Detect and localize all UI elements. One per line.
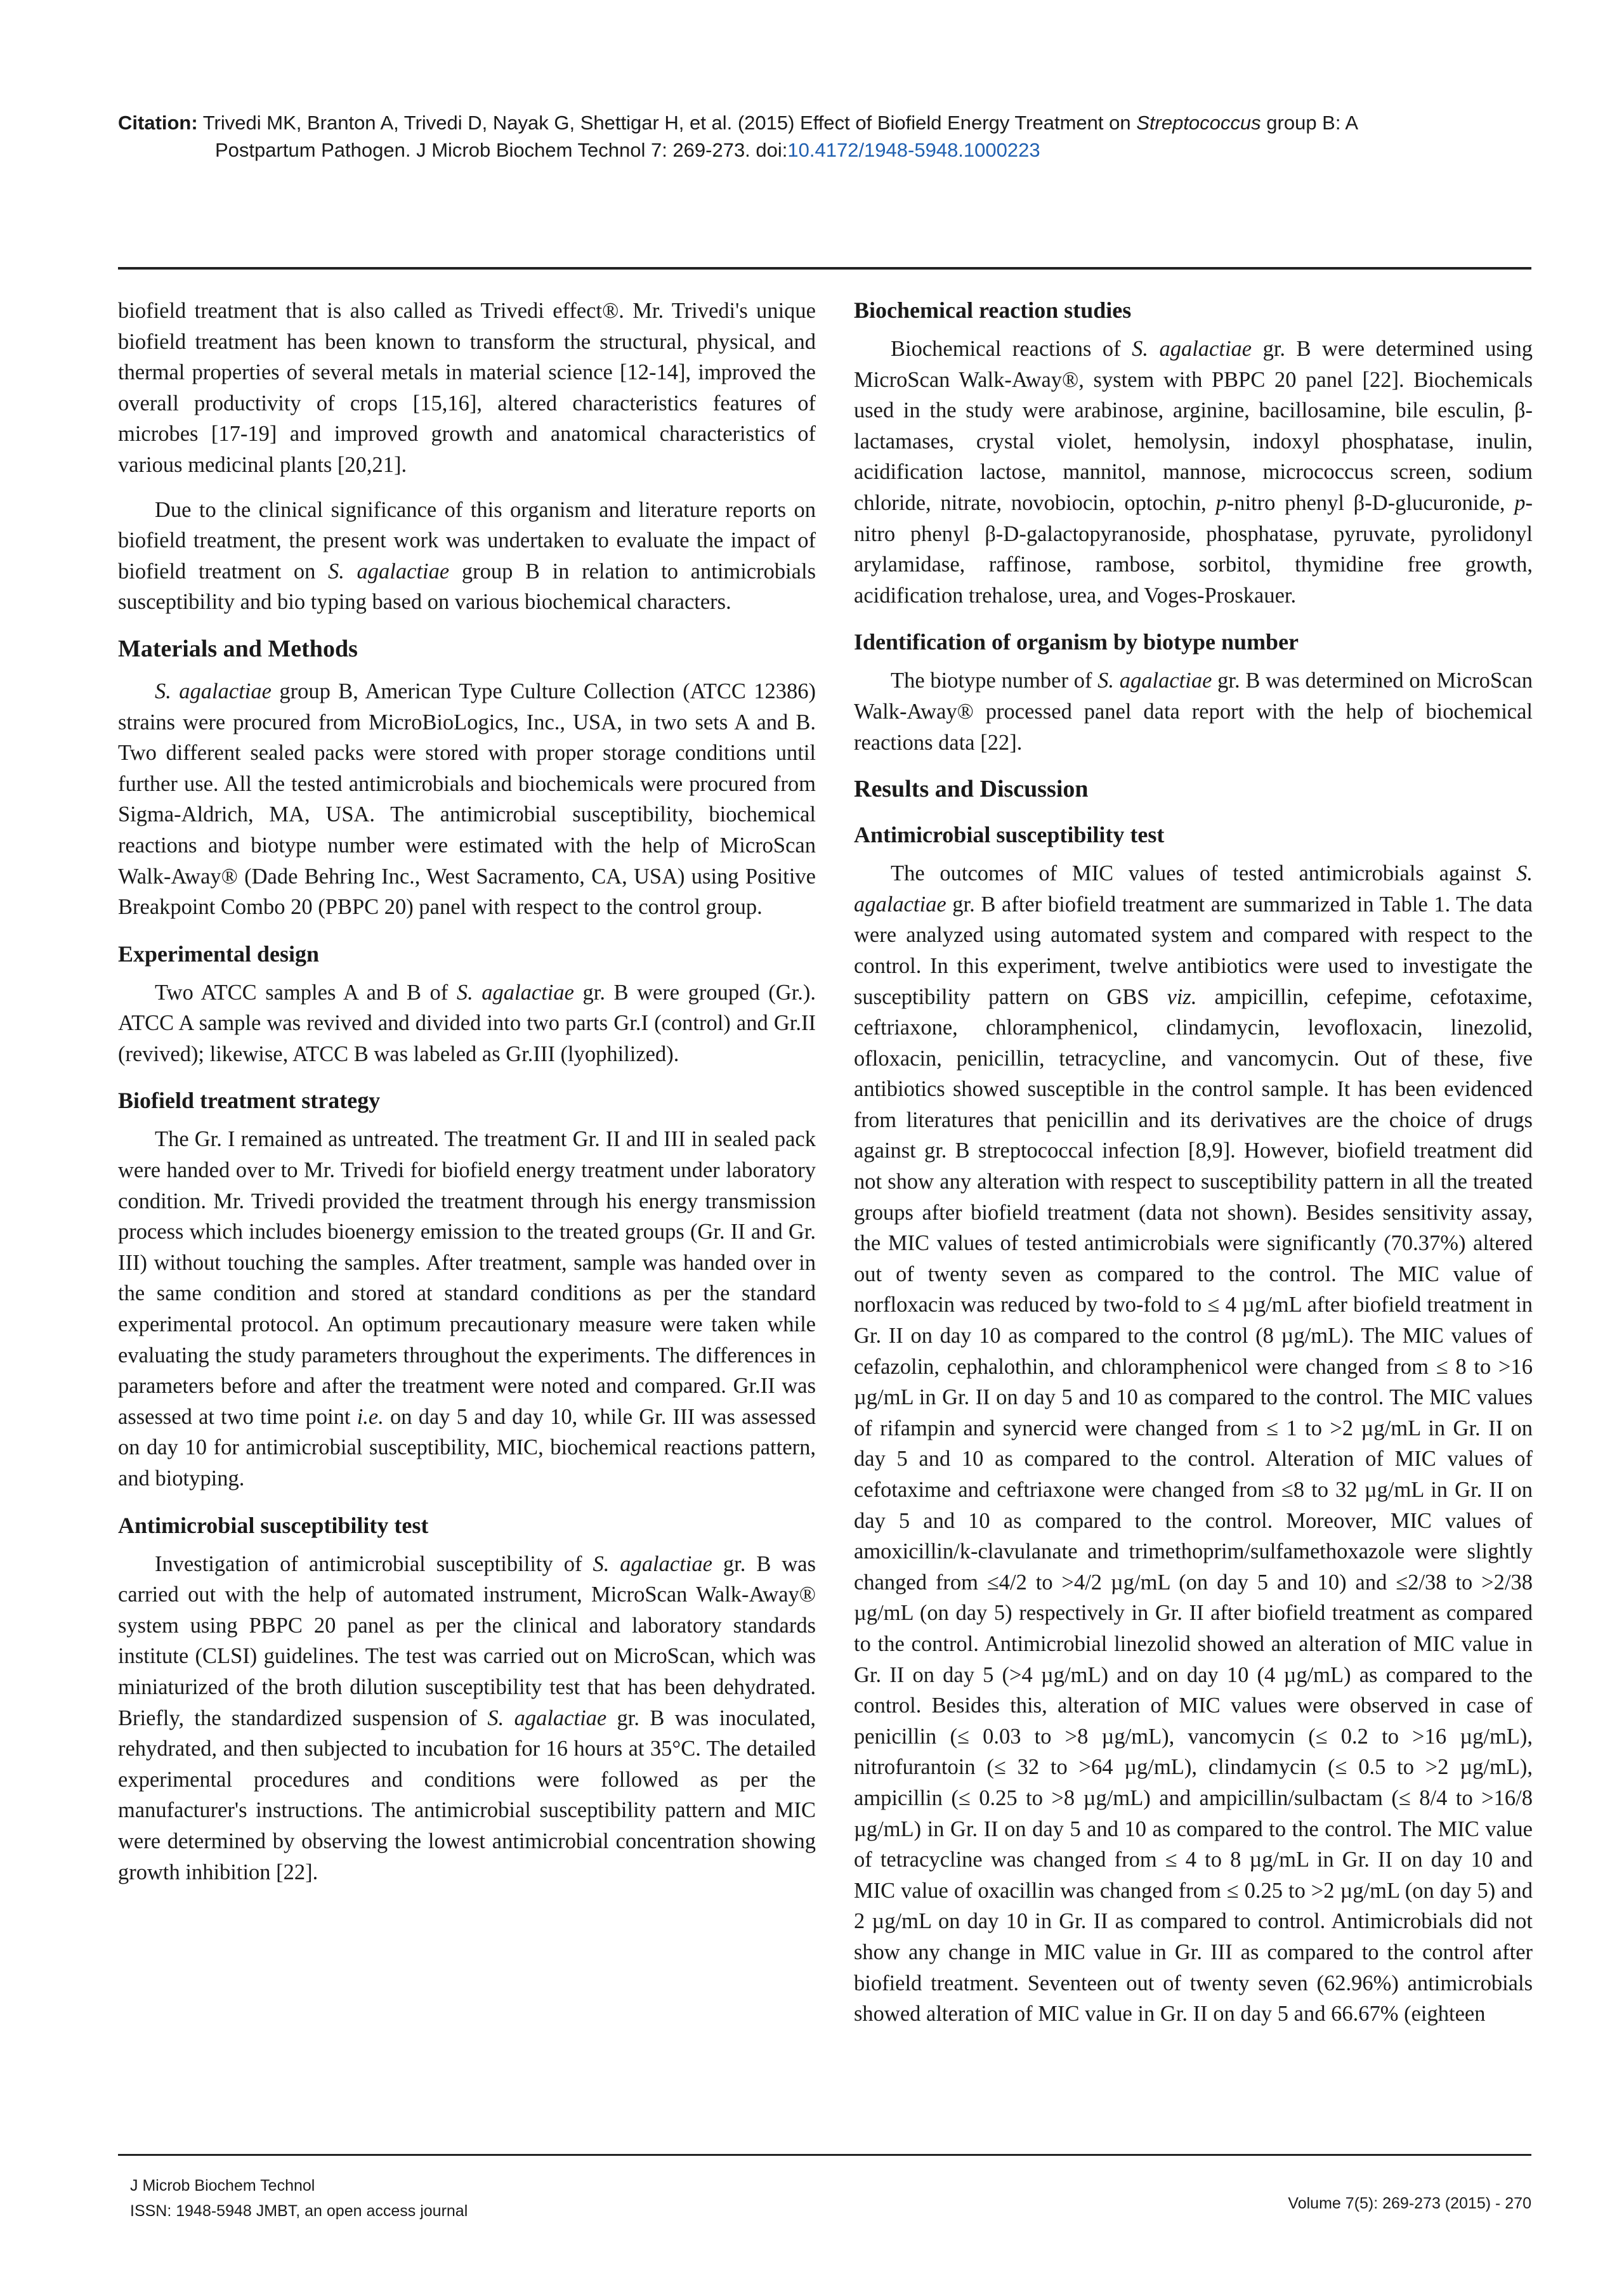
species-name: S. agalactiae <box>1097 669 1212 693</box>
header-divider <box>118 267 1531 270</box>
citation-line2 <box>118 136 1571 164</box>
biotype-text-b: gr. B was determined on MicroScan Walk-Away® processed panel data report with the help of biochemical reactions data [22]. <box>854 669 1533 755</box>
results-paragraph <box>854 858 1533 2030</box>
citation-part2: group B: A <box>1261 112 1359 134</box>
methods-paragraph <box>118 676 816 923</box>
biochem-text-c: -nitro phenyl β-D-glucuronide, <box>1226 490 1515 515</box>
citation-text <box>203 112 1358 134</box>
doi-link[interactable]: 10.4172/1948-5948.1000223 <box>787 139 1040 161</box>
ast-text-b: gr. B was carried out with the help of automated instrument, MicroScan Walk-Away® system using PBPC 20 panel as per the clinical and laboratory standards institute (CLSI) guidelines. The test was carried out on MicroScan, which was miniaturized of the broth dilution susceptibility test that has been dehydrated. Briefly, the standardized suspension of <box>118 1551 816 1730</box>
biochem-paragraph <box>854 334 1533 611</box>
citation-italic: Streptococcus <box>1136 112 1261 134</box>
intro-paragraph: biofield treatment that is also called as Trivedi effect®. Mr. Trivedi's unique biofield treatment has been known to transform the structural, physical, and thermal properties of several metals in material science [12-14], improved the overall productivity of crops [15,16], altered characteristics features of microbes [17-19] and improved growth and anatomical characteristics of various medicinal plants [20,21]. <box>118 299 816 477</box>
footer-volume: Volume 7(5): 269-273 (2015) - 270 <box>1288 2195 1531 2212</box>
subheading-biochem: Biochemical reaction studies <box>854 297 1132 323</box>
citation-label: Citation: <box>118 112 198 134</box>
subheading-strategy: Biofield treatment strategy <box>118 1088 381 1114</box>
strategy-paragraph <box>118 1124 816 1494</box>
design-text-a: Two ATCC samples A and B of <box>155 980 457 1005</box>
footer-issn: ISSN: 1948-5948 JMBT, an open access journal <box>130 2202 468 2220</box>
ast-text-c: gr. B was inoculated, rehydrated, and then subjected to incubation for 16 hours at 35°C. The detailed experimental procedures and conditions were followed as per the manufacturer's instructions. The antimicrobial susceptibility pattern and MIC were determined by observing the lowest antimicrobial concentration showing growth inhibition [22]. <box>118 1706 816 1884</box>
results-text-a: The outcomes of MIC values of tested antimicrobials against <box>891 861 1517 886</box>
ast-text-a: Investigation of antimicrobial susceptibility of <box>155 1551 593 1576</box>
species-name: S. agalactiae <box>456 980 574 1005</box>
biochem-text-a: Biochemical reactions of <box>891 337 1132 361</box>
ast-paragraph <box>118 1549 816 1888</box>
citation-line2-text: Postpartum Pathogen. J Microb Biochem Technol 7: 269-273. doi: <box>215 139 788 161</box>
biotype-paragraph <box>854 665 1533 758</box>
species-name: S. agalactiae <box>487 1706 607 1730</box>
strategy-ie: i.e. <box>357 1404 384 1429</box>
design-text-b: gr. B were grouped (Gr.). ATCC A sample was revived and divided into two parts Gr.I (control) and Gr.II (revived); likewise, ATCC B was labeled as Gr.III (lyophilized). <box>118 980 816 1066</box>
subheading-ast-results: Antimicrobial susceptibility test <box>854 822 1165 848</box>
para-prefix: p <box>1514 490 1526 515</box>
para-prefix: p <box>1215 490 1227 515</box>
subheading-biotype: Identification of organism by biotype number <box>854 629 1299 655</box>
section-heading-methods: Materials and Methods <box>118 635 358 662</box>
results-text-b: gr. B after biofield treatment are summarized in Table 1. The data were analyzed using automated system and compared with respect to the control. In this experiment, twelve antibiotics were used to investigate the susceptibility pattern on GBS <box>854 892 1533 1009</box>
citation-block <box>118 109 1571 164</box>
aim-text-b: group B in relation to antimicrobials susceptibility and bio typing based on various biochemical characters. <box>118 559 816 615</box>
species-name: S. agalactiae <box>593 1551 712 1576</box>
biotype-text-a: The biotype number of <box>891 669 1098 693</box>
species-name: S. agalactiae <box>328 559 450 584</box>
right-column <box>854 296 1533 2044</box>
species-name: S. agalactiae <box>155 679 272 703</box>
design-paragraph <box>118 977 816 1070</box>
left-column <box>118 296 816 1901</box>
results-text-c: ampicillin, cefepime, cefotaxime, ceftriaxone, chloramphenicol, clindamycin, levofloxacin, linezolid, ofloxacin, penicillin, tetracycline, and vancomycin. Out of these, five antibiotics showed susceptible in the control sample. It has been evidenced from literatures that penicillin and its derivatives are the choice of drugs against gr. B streptococcal infection [8,9]. However, biofield treatment did not show any alteration with respect to susceptibility pattern in all the treated groups after biofield treatment (data not shown). Besides sensitivity assay, the MIC values of tested antimicrobials were significantly (70.37%) altered out of twenty seven as compared to the control. The MIC value of norfloxacin was reduced by two-fold to ≤ 4 µg/mL after biofield treatment in Gr. II on day 10 as compared to the control (8 µg/mL). The MIC values of cefazolin, cephalothin, and chloramphenicol were changed from ≤ 8 to >16 µg/mL in Gr. II on day 5 and 10 as compared to the control. The MIC values of rifampin and synercid were changed from ≤ 1 to >2 µg/mL in Gr. II on day 5 and 10 as compared to the control. Alteration of MIC values of cefotaxime and ceftriaxone were changed from ≤8 to 32 µg/mL in Gr. II on day 5 and 10 as compared to the control. Moreover, MIC values of amoxicillin/k-clavulanate and trimethoprim/sulfamethoxazole were slightly changed from ≤4/2 to >4/2 µg/mL (on day 5 and 10) and ≤2/38 to >2/38 µg/mL (on day 5) respectively in Gr. II after biofield treatment as compared to the control. Antimicrobial linezolid showed an alteration of MIC value in Gr. II on day 5 (>4 µg/mL) and on day 10 (4 µg/mL) as compared to the control. Besides this, alteration of MIC values were observed in case of penicillin (≤ 0.03 to >8 µg/mL), vancomycin (≤ 0.2 to >16 µg/mL), nitrofurantoin (≤ 32 to >64 µg/mL), clindamycin (≤ 0.5 to >2 µg/mL), ampicillin (≤ 0.25 to >8 µg/mL) and ampicillin/sulbactam (≤ 8/4 to >16/8 µg/mL) in Gr. II on day 5 and 10 as compared to the control. The MIC value of tetracycline was changed from ≤ 4 to 8 µg/mL in Gr. II on day 10 and MIC value of oxacillin was changed from ≤ 0.25 to >2 µg/mL (on day 5) and 2 µg/mL on day 10 in Gr. II as compared to control. Antimicrobials did not show any change in MIC value in Gr. III as compared to the control after biofield treatment. Seventeen out of twenty seven (62.96%) antimicrobials showed alteration of MIC value in Gr. II on day 5 and 66.67% (eighteen <box>854 984 1533 2026</box>
footer-journal: J Microb Biochem Technol <box>130 2177 315 2195</box>
strategy-text-b: on day 5 and day 10, while Gr. III was assessed on day 10 for antimicrobial susceptibility, MIC, biochemical reactions pattern, and biotyping. <box>118 1404 816 1490</box>
strategy-text-a: The Gr. I remained as untreated. The treatment Gr. II and III in sealed pack were handed over to Mr. Trivedi for biofield energy treatment under laboratory condition. Mr. Trivedi provided the treatment through his energy transmission process which includes bioenergy emission to the treated groups (Gr. II and Gr. III) without touching the samples. After treatment, sample was handed over in the same condition and stored at standard conditions as per the standard experimental protocol. An optimum precautionary measure were taken while evaluating the study parameters throughout the experiments. The differences in parameters before and after the treatment were noted and compared. Gr.II was assessed at two time point <box>118 1127 816 1429</box>
species-name: S. agalactiae <box>854 861 1533 916</box>
methods-text: group B, American Type Culture Collection (ATCC 12386) strains were procured from MicroBioLogics, Inc., USA, in two sets A and B. Two different sealed packs were stored with proper storage conditions until further use. All the tested antimicrobials and biochemicals were procured from Sigma-Aldrich, MA, USA. The antimicrobial susceptibility, biochemical reactions and biotype number were estimated with the help of MicroScan Walk-Away® (Dade Behring Inc., West Sacramento, CA, USA) using Positive Breakpoint Combo 20 (PBPC 20) panel with respect to the control group. <box>118 679 816 920</box>
subheading-ast: Antimicrobial susceptibility test <box>118 1512 429 1538</box>
biochem-text-b: gr. B were determined using MicroScan Walk-Away®, system with PBPC 20 panel [22]. Biochemicals used in the study were arabinose, arginine, bacillosamine, bile esculin, β-lactamases, crystal violet, hemolysin, indoxyl phosphatase, inulin, acidification lactose, mannitol, mannose, micrococcus screen, sodium chloride, nitrate, novobiocin, optochin, <box>854 337 1533 515</box>
citation-part1: Trivedi MK, Branton A, Trivedi D, Nayak G, Shettigar H, et al. (2015) Effect of Biofield Energy Treatment on <box>202 112 1137 134</box>
footer-divider <box>118 2154 1531 2156</box>
aim-text-a: Due to the clinical significance of this organism and literature reports on biofield treatment, the present work was undertaken to evaluate the impact of biofield treatment on <box>118 497 816 584</box>
footer-journal-info <box>130 2173 468 2224</box>
biochem-text-d: -nitro phenyl β-D-galactopyranoside, phosphatase, pyruvate, pyrolidonyl arylamidase, raffinose, rambose, sorbitol, thymidine free growth, acidification trehalose, urea, and Voges-Proskauer. <box>854 490 1533 608</box>
species-name: S. agalactiae <box>1132 337 1252 361</box>
section-heading-results: Results and Discussion <box>854 776 1089 803</box>
results-viz: viz. <box>1167 984 1197 1009</box>
subheading-design: Experimental design <box>118 941 320 967</box>
aim-paragraph <box>118 495 816 618</box>
